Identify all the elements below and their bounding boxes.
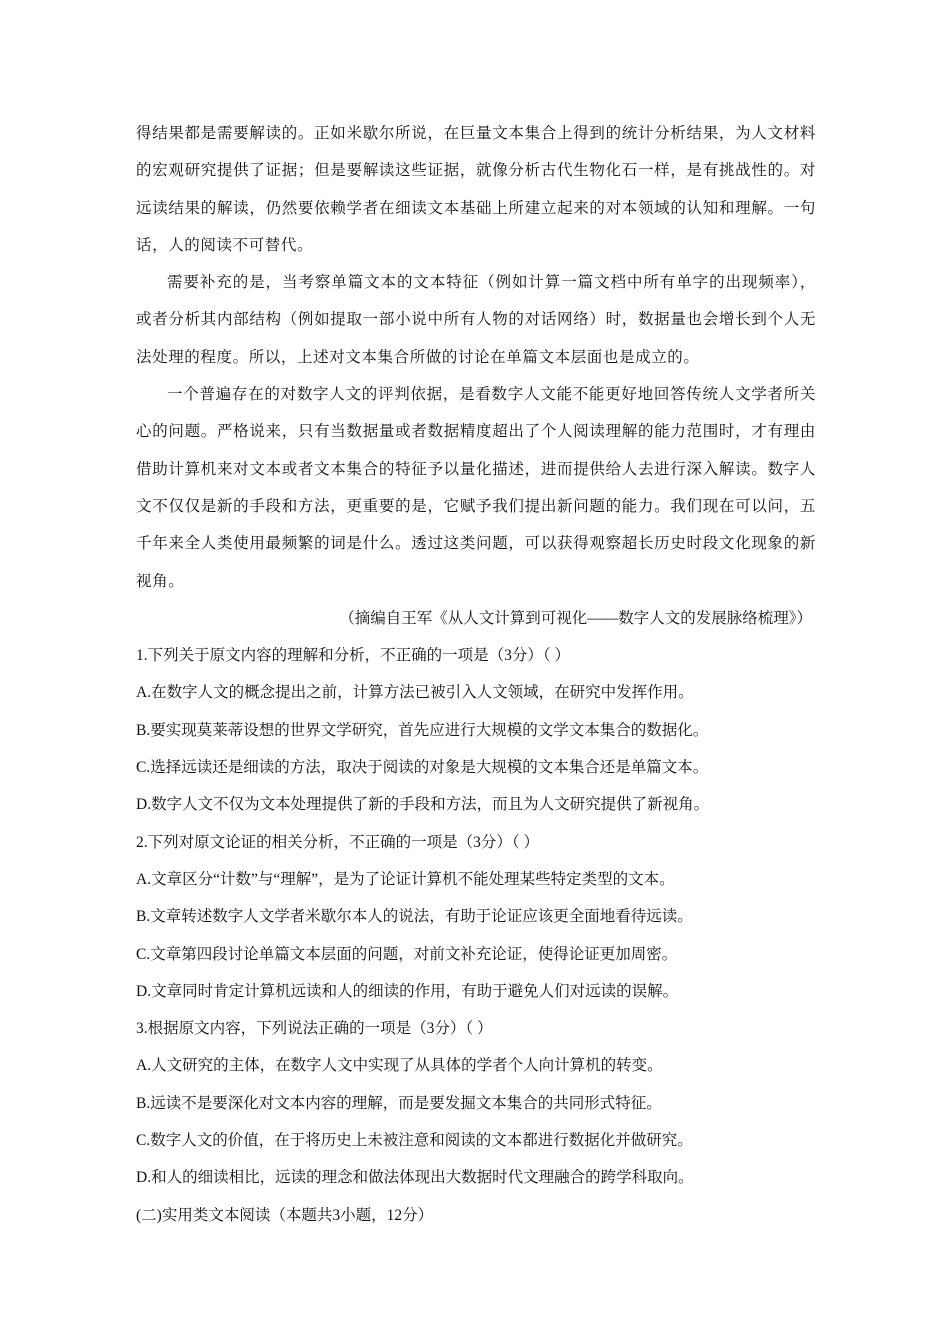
option-d: D.文章同时肯定计算机远读和人的细读的作用，有助于避免人们对远读的误解。 xyxy=(136,982,679,1000)
passage-source: （摘编自王军《从人文计算到可视化——数字人文的发展脉络梳理》） xyxy=(339,609,812,627)
option-d: D.和人的细读相比，远读的理念和做法体现出大数据时代文理融合的跨学科取向。 xyxy=(136,1169,694,1187)
question-3 xyxy=(136,1010,816,1196)
option-c: C.文章第四段讨论单篇文本层面的问题，对前文补充论证，使得论证更加周密。 xyxy=(136,945,678,963)
passage-paragraph-1: 得结果都是需要解读的。正如米歇尔所说，在巨量文本集合上得到的统计分析结果，为人文材料的宏观研究提供了证据；但是要解读这些证据，就像分析古代生物化石一样，是有挑战性的。对远读结果的解读，仍然要依赖学者在细读文本基础上所建立起来的对本领域的认知和理解。一句话，人的阅读不可替代。 xyxy=(136,124,816,254)
exam-page xyxy=(136,115,816,1234)
question-stem: 3.根据原文内容，下列说法正确的一项是（3分）（ ） xyxy=(136,1020,493,1038)
option-c: C.数字人文的价值，在于将历史上未被注意和阅读的文本都进行数据化并做研究。 xyxy=(136,1132,693,1150)
passage-paragraph-2: 需要补充的是，当考察单篇文本的文本特征（例如计算一篇文档中所有单字的出现频率），或者分析其内部结构（例如提取一部小说中所有人物的对话网络）时，数据量也会增长到个人无法处理的程度。所以，上述对文本集合所做的讨论在单篇文本层面也是成立的。 xyxy=(136,273,816,366)
option-c: C.选择远读还是细读的方法，取决于阅读的对象是大规模的文本集合还是单篇文本。 xyxy=(136,759,709,777)
option-b: B.文章转述数字人文学者米歇尔本人的说法，有助于论证应该更全面地看待远读。 xyxy=(136,908,693,926)
option-d: D.数字人文不仅为文本处理提供了新的手段和方法，而且为人文研究提供了新视角。 xyxy=(136,796,710,814)
option-b: B.要实现莫莱蒂设想的世界文学研究，首先应进行大规模的文学文本集合的数据化。 xyxy=(136,721,709,739)
option-a: A.文章区分“计数”与“理解”，是为了论证计算机不能处理某些特定类型的文本。 xyxy=(136,870,675,888)
question-stem: 1.下列关于原文内容的理解和分析，不正确的一项是（3分）（ ） xyxy=(136,647,571,665)
question-1 xyxy=(136,637,816,823)
option-a: A.在数字人文的概念提出之前，计算方法已被引入人文领域，在研究中发挥作用。 xyxy=(136,684,694,702)
question-stem: 2.下列对原文论证的相关分析，不正确的一项是（3分）（ ） xyxy=(136,833,540,851)
section-heading: (二)实用类文本阅读（本题共3小题，12分） xyxy=(136,1206,434,1224)
option-a: A.人文研究的主体，在数字人文中实现了从具体的学者个人向计算机的转变。 xyxy=(136,1057,663,1075)
passage-paragraph-3: 一个普遍存在的对数字人文的评判依据，是看数字人文能不能更好地回答传统人文学者所关心的问题。严格说来，只有当数据量或者数据精度超出了个人阅读理解的能力范围时，才有理由借助计算机来对文本或者文本集合的特征予以量化描述，进而提供给人去进行深入解读。数字人文不仅仅是新的手段和方法，更重要的是，它赋予我们提出新问题的能力。我们现在可以问，五千年来全人类使用最频繁的词是什么。透过这类问题，可以获得观察超长历史时段文化现象的新视角。 xyxy=(136,385,816,590)
option-b: B.远读不是要深化对文本内容的理解，而是要发掘文本集合的共同形式特征。 xyxy=(136,1094,662,1112)
question-2 xyxy=(136,824,816,1010)
